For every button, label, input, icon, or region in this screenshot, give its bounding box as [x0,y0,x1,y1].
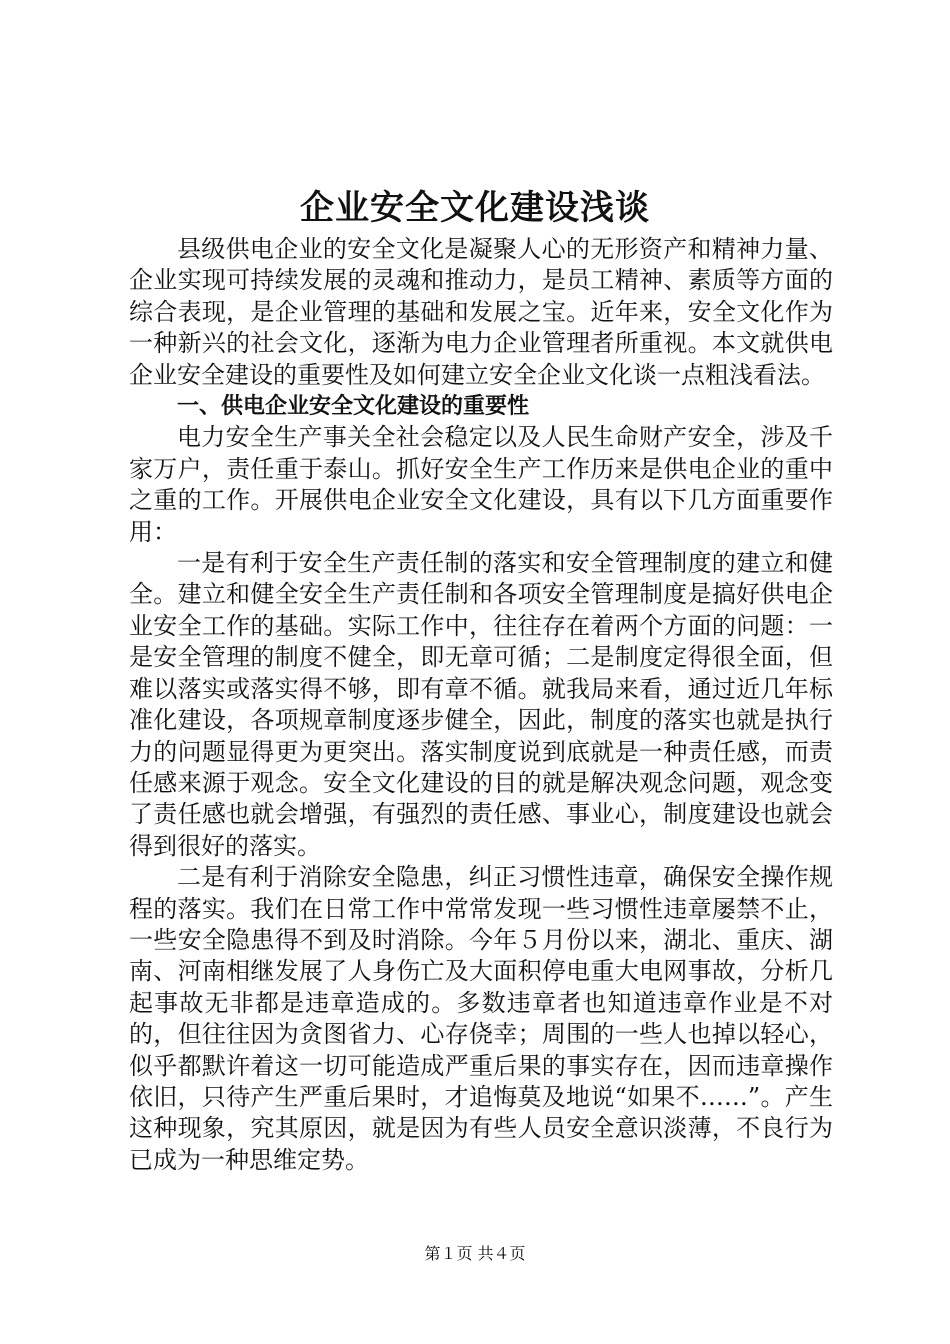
document-title: 企业安全文化建设浅谈 [300,188,650,228]
intro-paragraph: 县级供电企业的安全文化是凝聚人心的无形资产和精神力量、企业实现可持续发展的灵魂和推动力，是员工精神、素质等方面的综合表现，是企业管理的基础和发展之宝。近年来，安全文化作为一种新兴的社会文化，逐渐为电力企业管理者所重视。本文就供电企业安全建设的重要性及如何建立安全企业文化谈一点粗浅看法。 [129,235,833,389]
section-heading: 一、供电企业安全文化建设的重要性 [177,394,530,420]
body-paragraph-3: 二是有利于消除安全隐患，纠正习惯性违章，确保安全操作规程的落实。我们在日常工作中常常发现一些习惯性违章屡禁不止，一些安全隐患得不到及时消除。今年５月份以来，湖北、重庆、湖南、河南相继发展了人身伤亡及大面积停电重大电网事故，分析几起事故无非都是违章造成的。多数违章者也知道违章作业是不对的，但往往因为贪图省力、心存侥幸；周围的一些人也掉以轻心，似乎都默许着这一切可能造成严重后果的事实存在，因而违章操作依旧，只待产生严重后果时，才追悔莫及地说“如果不……”。产生这种现象，究其原因，就是因为有些人员安全意识淡薄，不良行为已成为一种思维定势。 [129,863,833,1174]
body-paragraph-2: 一是有利于安全生产责任制的落实和安全管理制度的建立和健全。建立和健全安全生产责任制和各项安全管理制度是搞好供电企业安全工作的基础。实际工作中，往往存在着两个方面的问题：一是安全管理的制度不健全，即无章可循；二是制度定得很全面，但难以落实或落实得不够，即有章不循。就我局来看，通过近几年标准化建设，各项规章制度逐步健全，因此，制度的落实也就是执行力的问题显得更为更突出。落实制度说到底就是一种责任感，而责任感来源于观念。安全文化建设的目的就是解决观念问题，观念变了责任感也就会增强，有强烈的责任感、事业心，制度建设也就会得到很好的落实。 [129,549,833,860]
document-body [129,234,833,1176]
page-footer: 第１页 共４页 [424,1244,526,1263]
body-paragraph-1: 电力安全生产事关全社会稳定以及人民生命财产安全，涉及千家万户，责任重于泰山。抓好安全生产工作历来是供电企业的重中之重的工作。开展供电企业安全文化建设，具有以下几方面重要作用： [129,423,833,546]
